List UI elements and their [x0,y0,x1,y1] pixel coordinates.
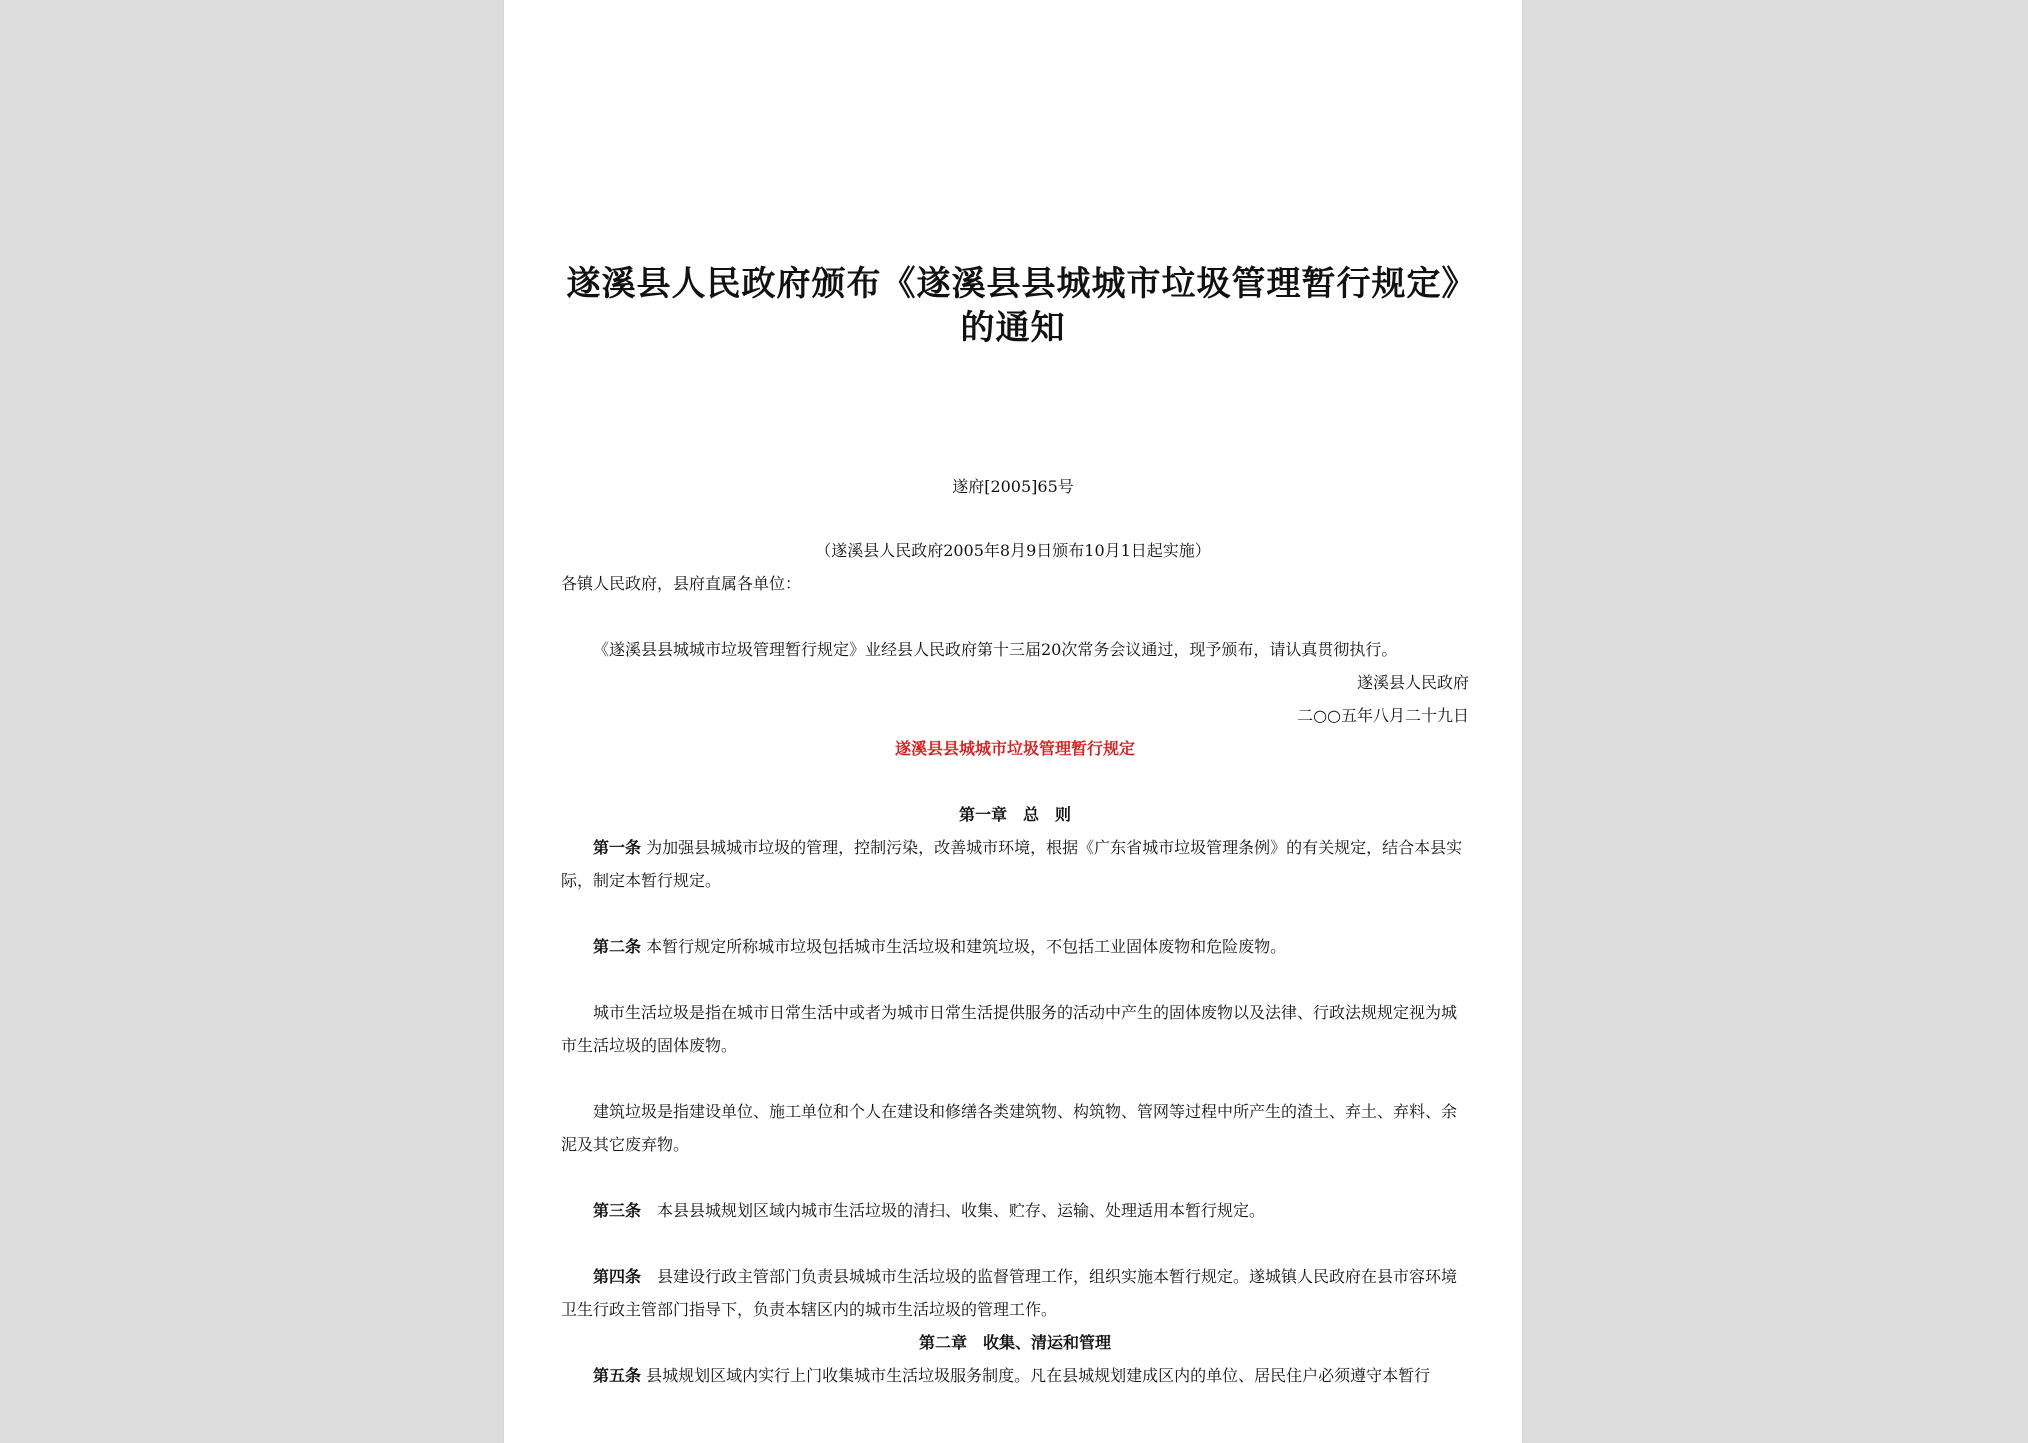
article-1-label: 第一条 [593,838,642,857]
document-page [504,0,1522,1443]
article-4-text: 县建设行政主管部门负责县城城市生活垃圾的监督管理工作，组织实施本暂行规定。遂城镇人民政府在县市容环境卫生行政主管部门指导下，负责本辖区内的城市生活垃圾的管理工作。 [561,1267,1458,1319]
regulation-title: 遂溪县县城城市垃圾管理暂行规定 [894,739,1135,758]
signature: 遂溪县人民政府 [1356,673,1469,692]
issued-note: （遂溪县人民政府2005年8月9日颁布10月1日起实施） [815,541,1211,560]
article-1-text: 为加强县城城市垃圾的管理，控制污染，改善城市环境，根据《广东省城市垃圾管理条例》的有关规定，结合本县实际，制定本暂行规定。 [561,838,1463,890]
article-2-label: 第二条 [593,937,642,956]
paragraph-construction-waste: 建筑垃圾是指建设单位、施工单位和个人在建设和修缮各类建筑物、构筑物、管网等过程中所产生的渣土、弃土、弃料、余泥及其它废弃物。 [561,1102,1458,1154]
article-2 [561,930,1469,963]
article-4 [561,1260,1469,1326]
article-2-text: 本暂行规定所称城市垃圾包括城市生活垃圾和建筑垃圾，不包括工业固体废物和危险废物。 [646,937,1287,956]
article-3 [561,1194,1469,1227]
article-4-label: 第四条 [593,1267,642,1286]
article-3-label: 第三条 [593,1201,642,1220]
article-5-text: 县城规划区域内实行上门收集城市生活垃圾服务制度。凡在县城规划建成区内的单位、居民住户必须遵守本暂行 [646,1366,1431,1385]
chapter-1-heading: 第一章 总 则 [958,805,1071,824]
addressee: 各镇人民政府，县府直属各单位： [561,574,802,593]
article-1 [561,831,1469,897]
article-5-label: 第五条 [593,1366,642,1385]
chapter-2-heading: 第二章 收集、清运和管理 [918,1333,1111,1352]
document-number: 遂府[2005]65号 [952,477,1074,496]
issue-date: 二○○五年八月二十九日 [1297,706,1469,725]
article-5 [561,1359,1469,1392]
paragraph-domestic-waste: 城市生活垃圾是指在城市日常生活中或者为城市日常生活提供服务的活动中产生的固体废物以及法律、行政法规规定视为城市生活垃圾的固体废物。 [561,1003,1458,1055]
document-title: 遂溪县人民政府颁布《遂溪县县城城市垃圾管理暂行规定》的通知 [566,264,1460,348]
article-3-text: 本县县城规划区域内城市生活垃圾的清扫、收集、贮存、运输、处理适用本暂行规定。 [657,1201,1266,1220]
notice-body: 《遂溪县县城城市垃圾管理暂行规定》业经县人民政府第十三届20次常务会议通过，现予颁布，请认真贯彻执行。 [593,640,1398,659]
